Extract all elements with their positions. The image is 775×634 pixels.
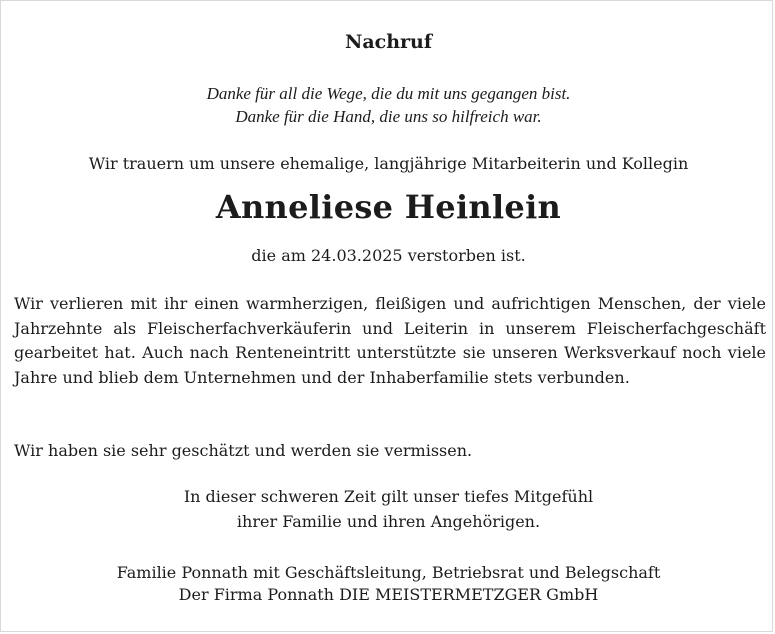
body-paragraph-1: Wir verlieren mit ihr einen warmherzigen, fleißigen und aufrichtigen Menschen, der viele Jahrzehnte als Fleischerfachverkäuferin und Leiterin in unserem Fleischerfachgeschäft gearbeitet hat. Auch nach Renteneintritt unterstützte sie unseren Werksverkauf noch viele Jahre und blieb dem Unternehmen und der Inhaberfamilie stets verbunden. xyxy=(14,294,766,387)
sympathy-line-2: ihrer Familie und ihren Angehörigen. xyxy=(236,512,541,531)
signature-line-1: Familie Ponnath mit Geschäftsleitung, Betriebsrat und Belegschaft xyxy=(116,563,661,582)
deceased-name: Anneliese Heinlein xyxy=(215,188,562,226)
signature-line-2: Der Firma Ponnath DIE MEISTERMETZGER GmbH xyxy=(178,585,599,604)
intro-text: Wir trauern um unsere ehemalige, langjährige Mitarbeiterin und Kollegin xyxy=(88,154,689,173)
quote-line-1: Danke für all die Wege, die du mit uns gegangen bist. xyxy=(206,84,571,103)
sympathy-line-1: In dieser schweren Zeit gilt unser tiefes Mitgefühl xyxy=(183,487,594,506)
quote-line-2: Danke für die Hand, die uns so hilfreich war. xyxy=(235,107,542,126)
death-date-line: die am 24.03.2025 verstorben ist. xyxy=(251,246,526,265)
body-paragraph-2: Wir haben sie sehr geschätzt und werden sie vermissen. xyxy=(14,441,473,460)
notice-title: Nachruf xyxy=(344,31,433,53)
